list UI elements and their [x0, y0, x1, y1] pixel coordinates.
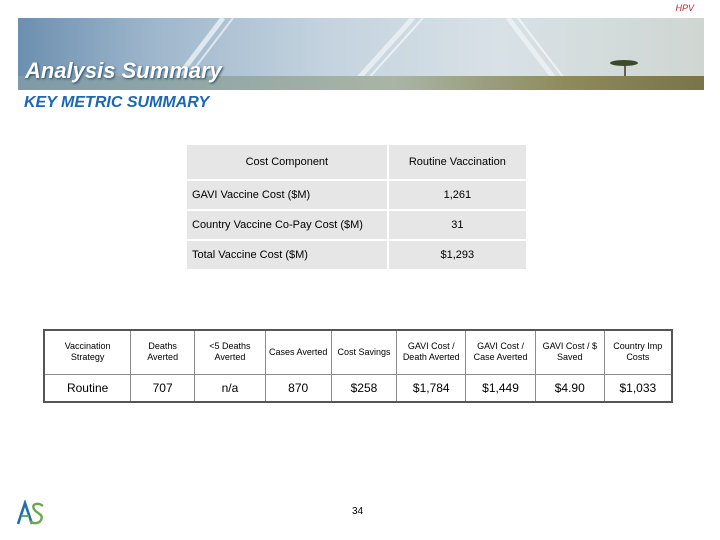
metrics-header-cell: GAVI Cost / Case Averted: [466, 330, 536, 374]
metrics-header-cell: Cases Averted: [265, 330, 331, 374]
cost-row-label: GAVI Vaccine Cost ($M): [186, 180, 388, 210]
cost-row-label: Country Vaccine Co-Pay Cost ($M): [186, 210, 388, 240]
cost-row-value: $1,293: [388, 240, 527, 270]
metrics-cell: 707: [131, 374, 195, 402]
page-number: 34: [352, 506, 364, 517]
cost-component-table: [185, 143, 528, 271]
metrics-header-cell: Deaths Averted: [131, 330, 195, 374]
metrics-header-row: [44, 330, 672, 374]
metrics-header-cell: Vaccination Strategy: [44, 330, 131, 374]
cost-row-value: 1,261: [388, 180, 527, 210]
metrics-cell: Routine: [44, 374, 131, 402]
metrics-header-cell: Country Imp Costs: [604, 330, 672, 374]
metrics-cell: $1,449: [466, 374, 536, 402]
table-row: [44, 374, 672, 402]
hpv-tag: HPV: [675, 3, 694, 13]
as-logo-icon: [16, 500, 46, 526]
routine-vaccination-header: Routine Vaccination: [388, 144, 527, 180]
table-row: [186, 240, 527, 270]
metrics-header-cell: Cost Savings: [331, 330, 397, 374]
metrics-header-cell: GAVI Cost / $ Saved: [535, 330, 604, 374]
table-row: [186, 180, 527, 210]
metrics-cell: n/a: [195, 374, 266, 402]
banner-title: Analysis Summary: [25, 58, 222, 83]
metrics-cell: $4.90: [535, 374, 604, 402]
header-banner: [18, 18, 704, 90]
section-heading: KEY METRIC SUMMARY: [24, 94, 210, 111]
key-metrics-table: [43, 329, 673, 403]
cost-row-value: 31: [388, 210, 527, 240]
metrics-header-cell: <5 Deaths Averted: [195, 330, 266, 374]
cost-table-header-row: [186, 144, 527, 180]
cost-row-label: Total Vaccine Cost ($M): [186, 240, 388, 270]
table-row: [186, 210, 527, 240]
cost-component-header: Cost Component: [186, 144, 388, 180]
metrics-cell: $258: [331, 374, 397, 402]
metrics-header-cell: GAVI Cost / Death Averted: [397, 330, 466, 374]
metrics-cell: $1,033: [604, 374, 672, 402]
metrics-cell: $1,784: [397, 374, 466, 402]
metrics-cell: 870: [265, 374, 331, 402]
